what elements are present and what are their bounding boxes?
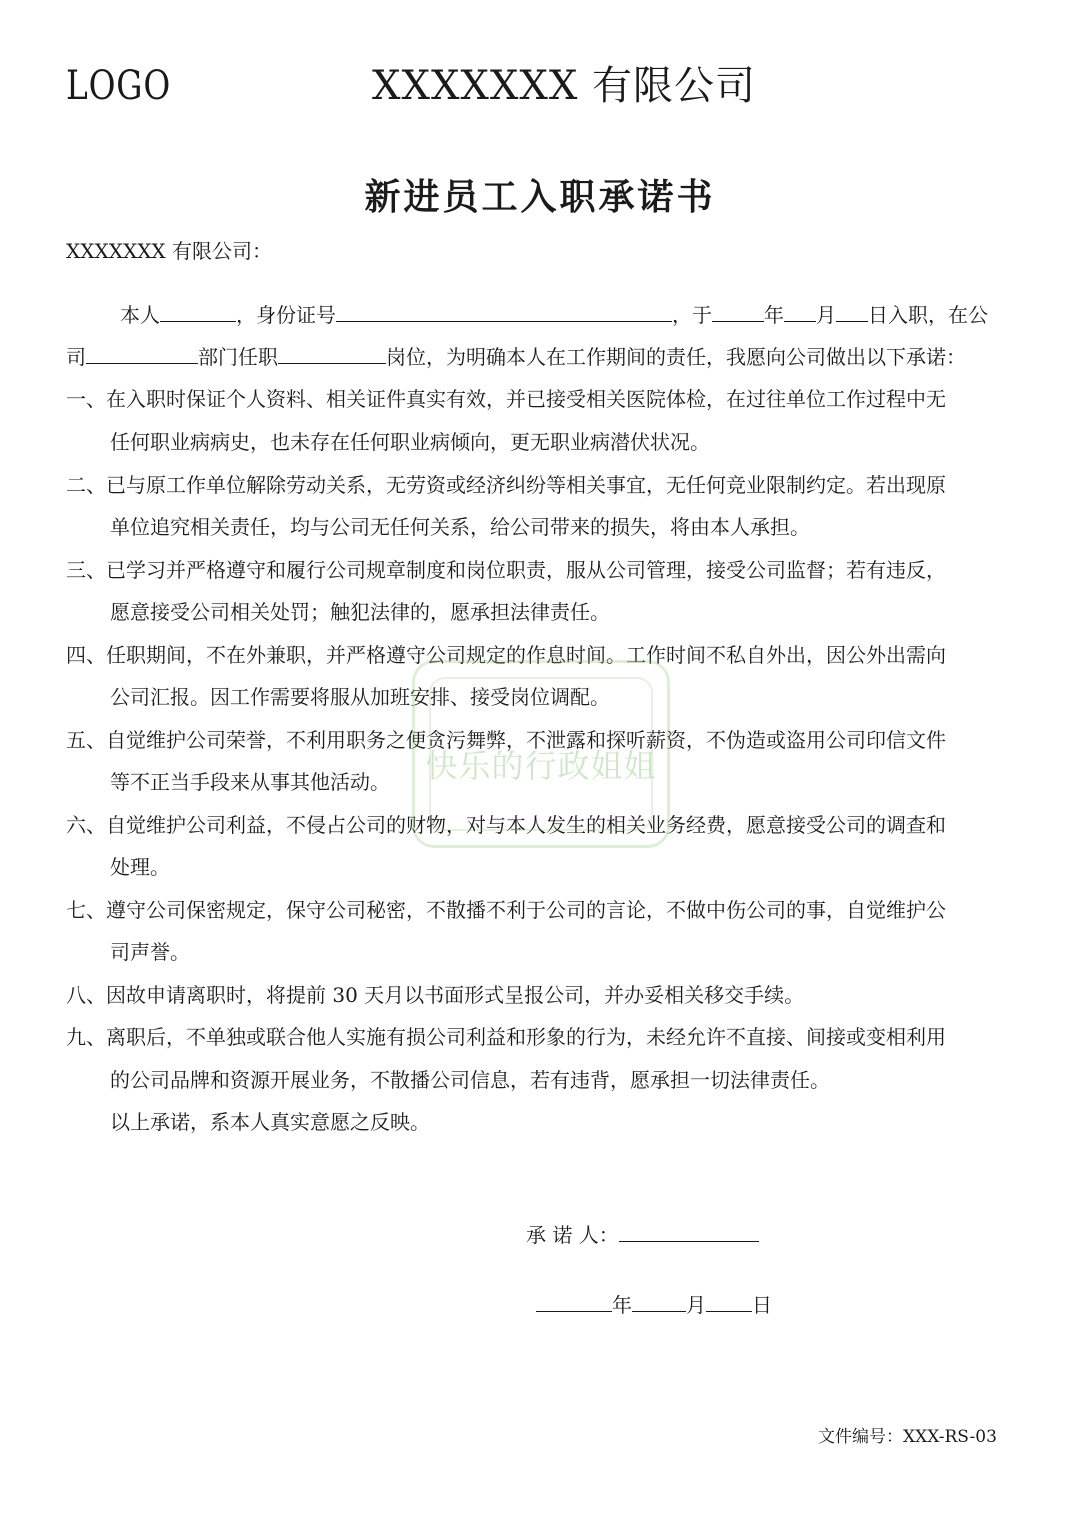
intro-text: 本人 [120, 303, 160, 327]
clause-4-cont: 公司汇报。因工作需要将服从加班安排、接受岗位调配。 [110, 685, 610, 709]
day-blank [836, 301, 868, 322]
watermark-stamp [412, 660, 670, 848]
intro-line-1 [120, 300, 988, 330]
signatory-line [526, 1220, 759, 1250]
clause-6-cont: 处理。 [110, 855, 170, 879]
intro-text: ，于 [672, 303, 712, 327]
clause-1: 一、在入职时保证个人资料、相关证件真实有效，并已接受相关医院体检，在过往单位工作过程中无 [66, 387, 946, 411]
sign-day-blank [706, 1291, 752, 1312]
clause-1-cont: 任何职业病病史，也未存在任何职业病倾向，更无职业病潜伏状况。 [110, 430, 710, 454]
clause-5-cont: 等不正当手段来从事其他活动。 [110, 770, 390, 794]
signatory-label: 承 诺 人： [526, 1223, 619, 1247]
clause-3-cont: 愿意接受公司相关处罚；触犯法律的，愿承担法律责任。 [110, 600, 610, 624]
clause-3: 三、已学习并严格遵守和履行公司规章制度和岗位职责，服从公司管理，接受公司监督；若有违反， [66, 558, 946, 582]
clause-9: 九、离职后，不单独或联合他人实施有损公司利益和形象的行为，未经允许不直接、间接或变相利用 [66, 1025, 946, 1049]
intro-text: 岗位，为明确本人在工作期间的责任，我愿向公司做出以下承诺： [386, 345, 966, 369]
sign-month-label: 月 [686, 1293, 706, 1317]
signatory-blank [619, 1221, 759, 1242]
sign-year-blank [536, 1291, 612, 1312]
intro-text: ，身份证号 [236, 303, 336, 327]
month-blank [784, 301, 816, 322]
intro-text: 日入职，在公 [868, 303, 988, 327]
intro-text: 年 [764, 303, 784, 327]
logo: LOGO [66, 63, 172, 109]
sign-day-label: 日 [752, 1293, 772, 1317]
clause-4: 四、任职期间，不在外兼职，并严格遵守公司规定的作息时间。工作时间不私自外出，因公外出需向 [66, 643, 946, 667]
clause-6: 六、自觉维护公司利益，不侵占公司的财物，对与本人发生的相关业务经费，愿意接受公司的调查和 [66, 813, 946, 837]
document-title: 新进员工入职承诺书 [364, 176, 716, 218]
department-blank [86, 343, 198, 364]
clause-8: 八、因故申请离职时，将提前 30 天月以书面形式呈报公司，并办妥相关移交手续。 [66, 983, 805, 1007]
id-number-blank [336, 301, 672, 322]
position-blank [278, 343, 386, 364]
company-name: XXXXXXX 有限公司 [372, 63, 757, 109]
clause-2-cont: 单位追究相关责任，均与公司无任何关系，给公司带来的损失，将由本人承担。 [110, 515, 810, 539]
intro-line-2 [66, 342, 966, 372]
year-blank [712, 301, 764, 322]
signature-date [536, 1290, 772, 1320]
clause-7-cont: 司声誉。 [110, 940, 190, 964]
sign-year-label: 年 [612, 1293, 632, 1317]
clause-7: 七、遵守公司保密规定，保守公司秘密，不散播不利于公司的言论，不做中伤公司的事，自觉维护公 [66, 898, 946, 922]
closing-statement: 以上承诺，系本人真实意愿之反映。 [110, 1110, 430, 1134]
addressee: XXXXXXX 有限公司： [66, 239, 273, 263]
name-blank [160, 301, 236, 322]
file-number: 文件编号：XXX-RS-03 [818, 1427, 997, 1447]
intro-text: 月 [816, 303, 836, 327]
intro-text: 部门任职 [198, 345, 278, 369]
intro-text: 司 [66, 345, 86, 369]
clause-9-cont: 的公司品牌和资源开展业务，不散播公司信息，若有违背，愿承担一切法律责任。 [110, 1068, 830, 1092]
watermark-text: 快乐的行政姐姐 [425, 747, 657, 785]
clause-5: 五、自觉维护公司荣誉，不利用职务之便贪污舞弊，不泄露和探听薪资，不伪造或盗用公司印信文件 [66, 728, 946, 752]
sign-month-blank [632, 1291, 686, 1312]
clause-2: 二、已与原工作单位解除劳动关系，无劳资或经济纠纷等相关事宜，无任何竞业限制约定。若出现原 [66, 473, 946, 497]
